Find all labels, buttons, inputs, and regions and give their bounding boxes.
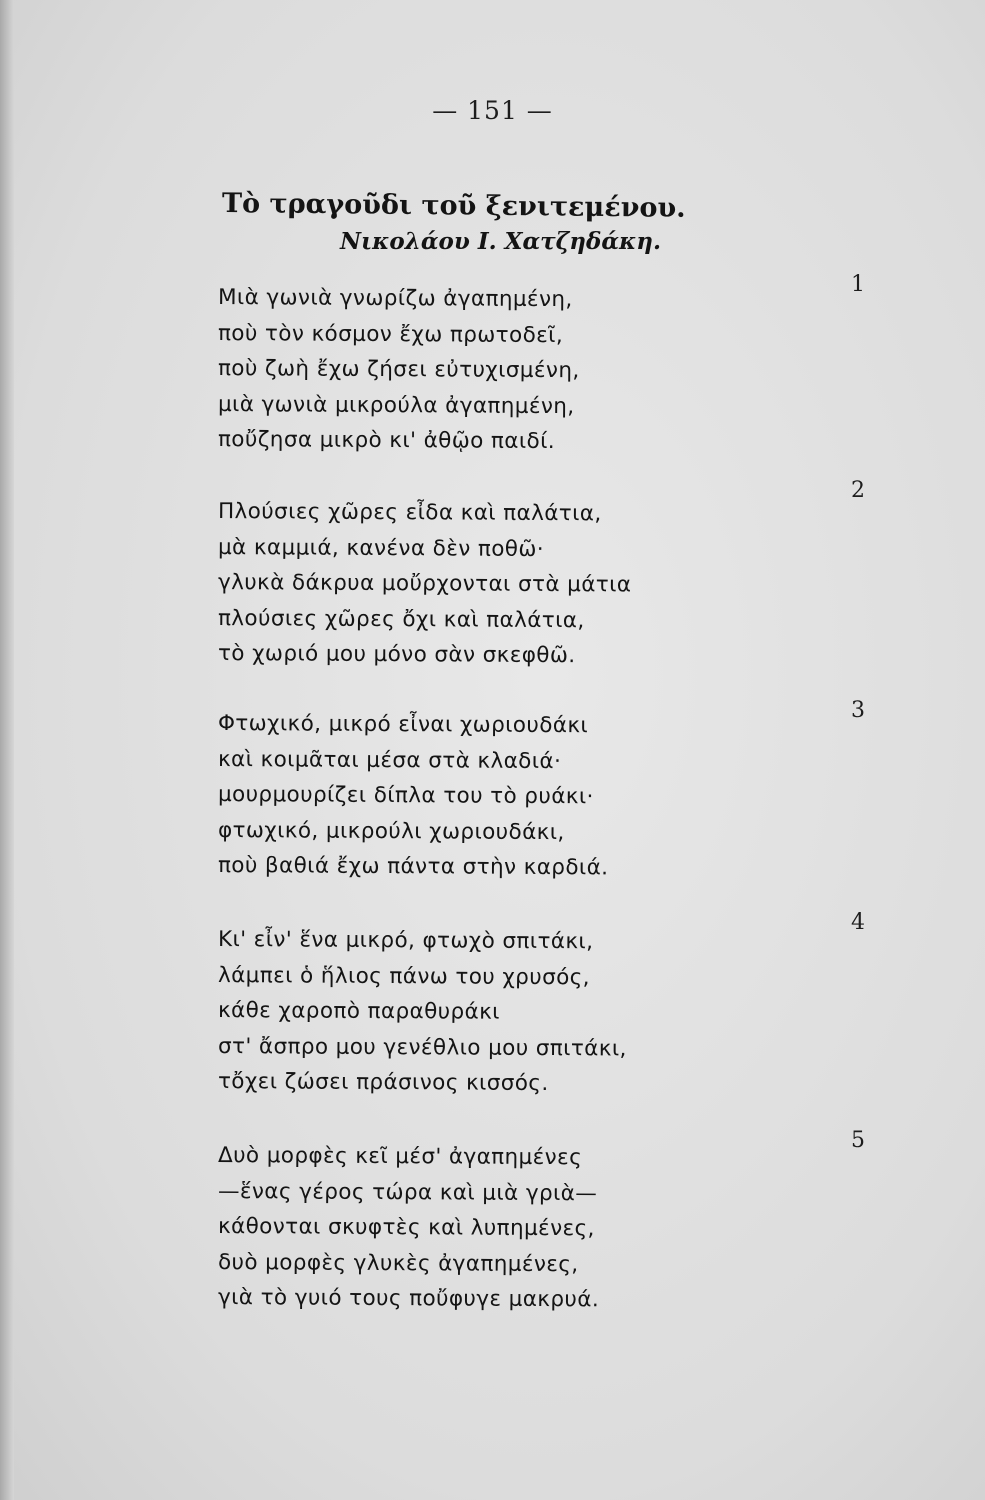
stanza-number: 2 <box>851 478 865 503</box>
poem-line: ποὺ τὸν κόσμον ἔχω πρωτοδεῖ, <box>217 320 564 348</box>
poem-line: τὄχει ζώσει πράσινος κισσός. <box>217 1069 549 1097</box>
poem-author: Νικολάου Ι. Χατζηδάκη. <box>340 228 662 255</box>
poem-title: Τὸ τραγοῦδι τοῦ ξενιτεμένου. <box>221 188 686 224</box>
poem-line: ποὔζησα μικρὸ κι' ἀθῷο παιδί. <box>217 427 556 455</box>
poem-line: μουρμουρίζει δίπλα του τὸ ρυάκι· <box>217 782 594 810</box>
poem-line: ποὺ βαθιά ἔχω πάντα στὴν καρδιά. <box>217 853 609 881</box>
stanza <box>218 494 778 672</box>
poem-line: φτωχικό, μικρούλι χωριουδάκι, <box>217 817 565 845</box>
poem-line: πλούσιες χῶρες ὄχι καὶ παλάτια, <box>217 605 585 633</box>
poem-line: λάμπει ὁ ἥλιος πάνω του χρυσός, <box>217 962 591 990</box>
poem-line: Μιὰ γωνιὰ γνωρίζω ἀγαπημένη, <box>217 285 573 313</box>
page-binding-edge <box>0 0 14 1500</box>
poem-line: καὶ κοιμᾶται μέσα στὰ κλαδιά· <box>217 746 562 774</box>
page-number: — 151 — <box>432 96 553 125</box>
poem-line: κάθε χαροπὸ παραθυράκι <box>217 998 500 1025</box>
stanza <box>218 280 778 458</box>
poem-line: μιὰ γωνιὰ μικρούλα ἀγαπημένη, <box>217 391 575 419</box>
stanza <box>218 706 778 884</box>
poem-line: ποὺ ζωὴ ἔχω ζήσει εὐτυχισμένη, <box>217 356 580 384</box>
stanza-number: 1 <box>851 272 865 297</box>
poem-line: Φτωχικό, μικρό εἶναι χωριουδάκι <box>217 711 589 739</box>
poem-line: Δυὸ μορφὲς κεῖ μέσ' ἀγαπημένες <box>217 1143 583 1171</box>
poem-line: τὸ χωριό μου μόνο σὰν σκεφθῶ. <box>217 641 576 669</box>
poem-line: γιὰ τὸ γυιό τους ποὔφυγε μακρυά. <box>217 1285 600 1313</box>
stanza-number: 3 <box>851 698 865 723</box>
poem-line: μὰ καμμιά, κανένα δὲν ποθῶ· <box>217 534 545 562</box>
poem-line: γλυκὰ δάκρυα μοὔρχονται στὰ μάτια <box>217 570 632 598</box>
poem-line: στ' ἄσπρο μου γενέθλιο μου σπιτάκι, <box>217 1033 627 1061</box>
stanza-number: 5 <box>851 1128 865 1153</box>
stanza <box>218 1138 778 1316</box>
poem-line: Πλούσιες χῶρες εἶδα καὶ παλάτια, <box>217 499 602 527</box>
poem-line: δυὸ μορφὲς γλυκὲς ἀγαπημένες, <box>217 1249 579 1277</box>
poem-line: Κι' εἶν' ἕνα μικρό, φτωχὸ σπιτάκι, <box>217 927 594 955</box>
stanza <box>218 922 778 1100</box>
poem-line: κάθονται σκυφτὲς καὶ λυπημένες, <box>217 1214 595 1242</box>
stanza-number: 4 <box>851 910 865 935</box>
poem-line: —ἕνας γέρος τώρα καὶ μιὰ γριὰ— <box>217 1178 598 1206</box>
